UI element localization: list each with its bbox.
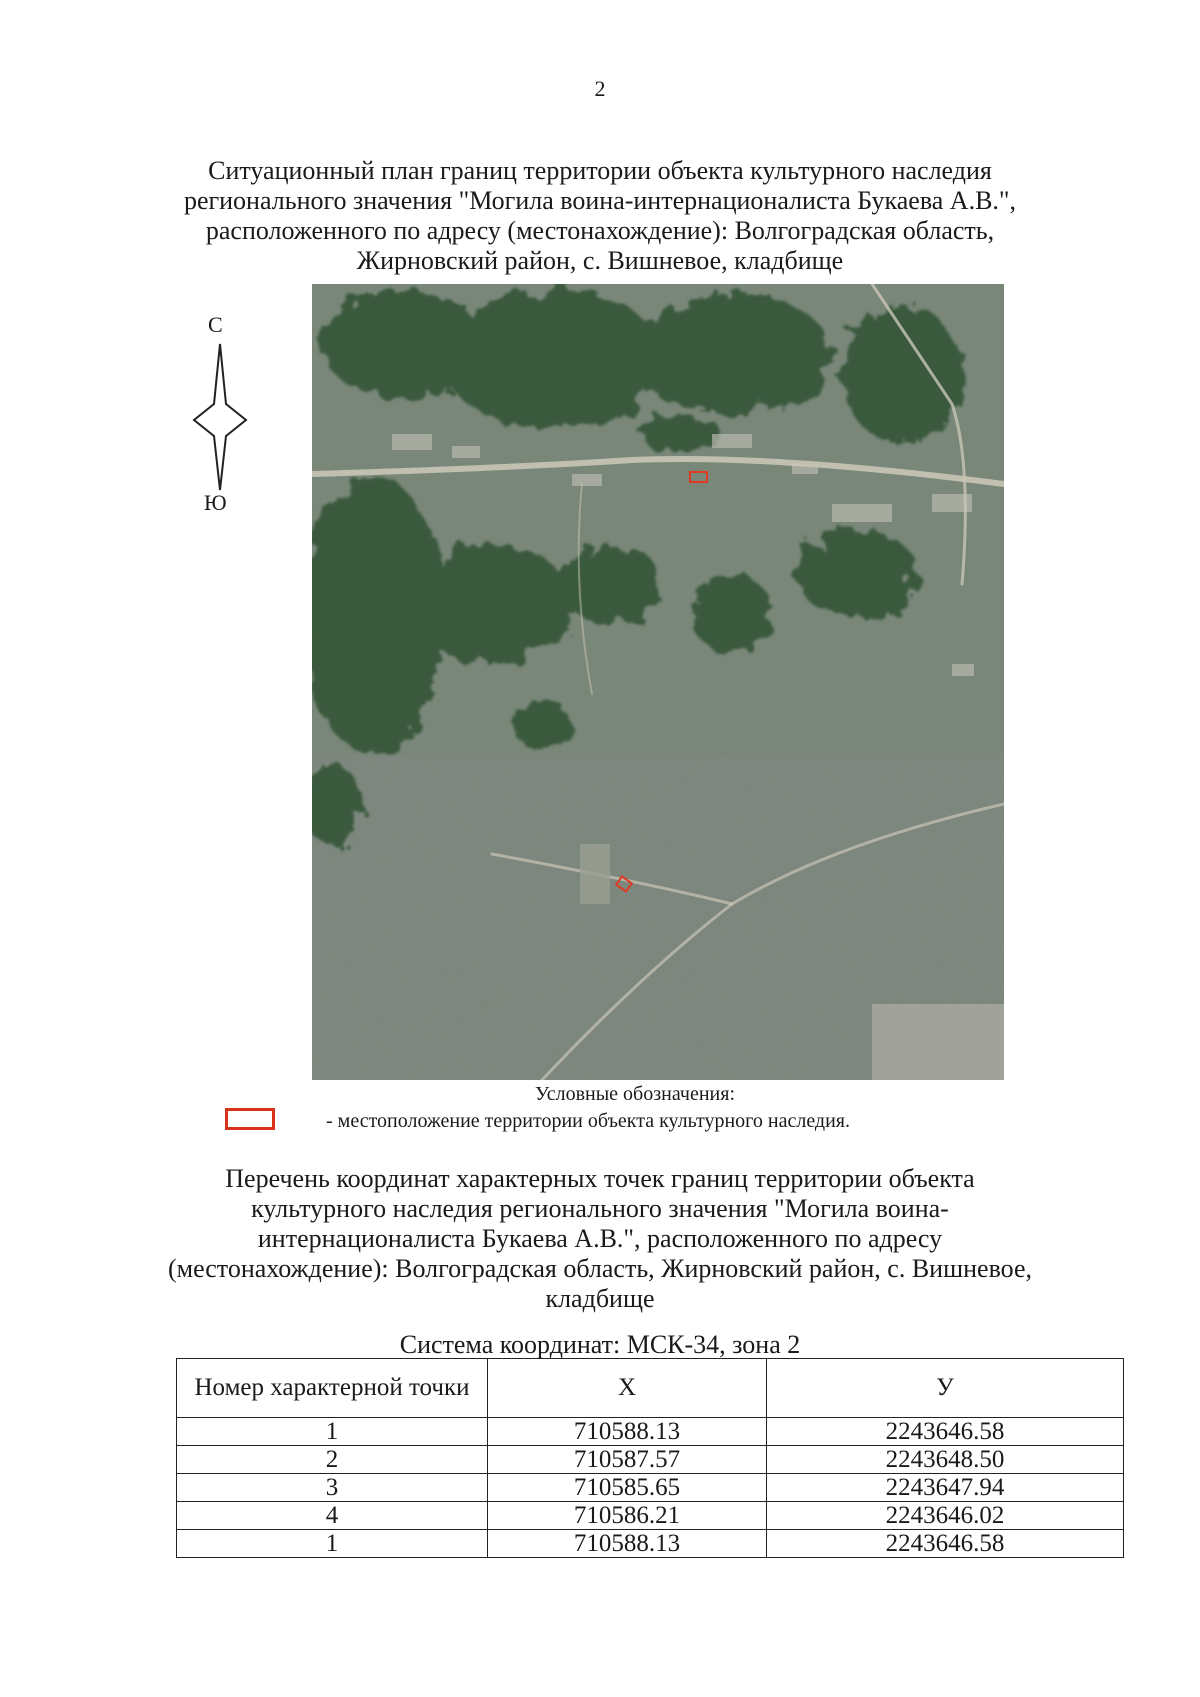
list-title-line: кладбище <box>545 1284 655 1313</box>
header-point-number: Номер характерной точки <box>177 1359 488 1418</box>
south-label: Ю <box>204 490 227 515</box>
table-row <box>177 1446 1124 1474</box>
point-number: 1 <box>177 1418 488 1446</box>
legend-item: - местоположение территории объекта культурного наследия. <box>326 1110 851 1132</box>
x-value: 710585.65 <box>488 1474 767 1502</box>
list-title-line: Перечень координат характерных точек границ территории объекта <box>225 1164 975 1193</box>
legend-title: Условные обозначения: <box>534 1083 736 1105</box>
table-header-row <box>177 1359 1124 1418</box>
x-value: 710586.21 <box>488 1502 767 1530</box>
table-row <box>177 1418 1124 1446</box>
page-number: 2 <box>594 76 606 101</box>
x-value: 710588.13 <box>488 1530 767 1558</box>
x-value: 710588.13 <box>488 1418 767 1446</box>
x-value: 710587.57 <box>488 1446 767 1474</box>
header-y: У <box>767 1359 1124 1418</box>
point-number: 4 <box>177 1502 488 1530</box>
plan-title-line: Ситуационный план границ территории объекта культурного наследия <box>208 156 992 185</box>
coordinates-table <box>176 1358 1124 1558</box>
coordinates-list-title <box>150 1164 1050 1314</box>
plan-title-line: Жирновский район, с. Вишневое, кладбище <box>356 246 844 275</box>
table-row <box>177 1530 1124 1558</box>
point-number: 3 <box>177 1474 488 1502</box>
list-title-line: (местонахождение): Волгоградская область, Жирновский район, с. Вишневое, <box>167 1254 1033 1283</box>
y-value: 2243647.94 <box>767 1474 1124 1502</box>
north-label: С <box>208 312 223 337</box>
table-row <box>177 1474 1124 1502</box>
legend-red-rectangle-icon <box>225 1108 275 1130</box>
point-number: 2 <box>177 1446 488 1474</box>
y-value: 2243648.50 <box>767 1446 1124 1474</box>
coordinate-system: Система координат: МСК-34, зона 2 <box>399 1330 801 1359</box>
table-row <box>177 1502 1124 1530</box>
north-arrow <box>190 312 250 515</box>
list-title-line: культурного наследия регионального значения "Могила воина- <box>251 1194 949 1223</box>
y-value: 2243646.58 <box>767 1418 1124 1446</box>
y-value: 2243646.02 <box>767 1502 1124 1530</box>
point-number: 1 <box>177 1530 488 1558</box>
plan-title-line: расположенного по адресу (местонахождение): Волгоградская область, <box>205 216 995 245</box>
header-x: X <box>488 1359 767 1418</box>
plan-title <box>160 156 1040 276</box>
plan-title-line: регионального значения "Могила воина-интернационалиста Букаева А.В.", <box>183 186 1017 215</box>
compass-rose-icon <box>190 342 250 492</box>
satellite-map <box>312 284 1004 1080</box>
y-value: 2243646.58 <box>767 1530 1124 1558</box>
list-title-line: интернационалиста Букаева А.В.", расположенного по адресу <box>257 1224 943 1253</box>
